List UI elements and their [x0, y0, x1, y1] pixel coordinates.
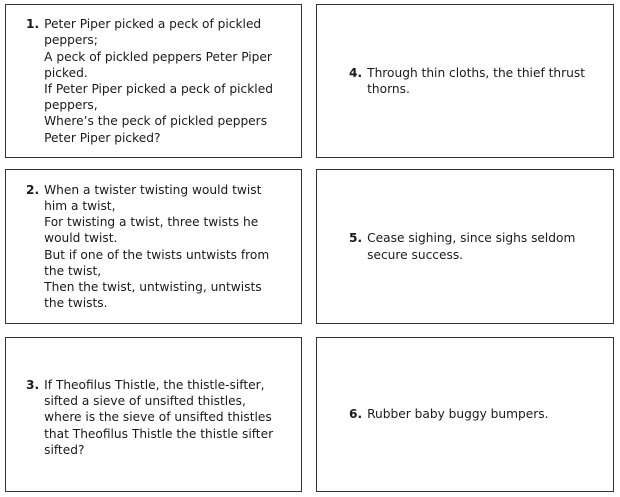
tongue-twister-card-3	[5, 337, 302, 492]
card-content	[6, 16, 301, 146]
card-text	[367, 406, 595, 422]
text-line: For twisting a twist, three twists he would twist.	[44, 215, 259, 246]
text-line: If Peter Piper picked a peck of pickled peppers,	[44, 82, 273, 113]
text-line: Cease sighing, since sighs seldom secure success.	[367, 231, 576, 262]
text-line: Peter Piper picked a peck of pickled peppers;	[44, 17, 262, 48]
text-line: where is the sieve of unsifted thistles that Theofilus Thistle the thistle sifter sifted?	[44, 410, 274, 457]
text-line: Where’s the peck of pickled peppers Peter Piper picked?	[44, 114, 268, 145]
card-content	[317, 65, 613, 97]
text-line: Through thin cloths, the thief thrust thorns.	[367, 65, 585, 96]
card-text	[367, 230, 595, 262]
tongue-twister-card-5	[316, 169, 614, 324]
card-number: 6.	[349, 407, 363, 422]
card-text	[367, 65, 595, 97]
tongue-twister-card-1	[5, 4, 302, 158]
text-line: Then the twist, untwisting, untwists the twists.	[44, 279, 262, 311]
card-content	[6, 182, 301, 312]
card-content	[317, 406, 613, 422]
tongue-twister-card-4	[316, 4, 614, 158]
card-number: 2.	[26, 182, 40, 197]
card-text	[44, 16, 283, 146]
tongue-twister-card-2	[5, 169, 302, 324]
card-text	[44, 182, 283, 312]
card-number: 1.	[26, 17, 40, 32]
card-content	[317, 230, 613, 262]
text-line: But if one of the twists untwists from the twist,	[44, 247, 270, 278]
card-number: 5.	[349, 231, 363, 246]
text-line: If Theofilus Thistle, the thistle-sifter, sifted a sieve of unsifted thistles,	[44, 377, 265, 409]
text-line: When a twister twisting would twist him a twist,	[44, 182, 262, 213]
text-line: A peck of pickled peppers Peter Piper picked.	[44, 49, 272, 80]
text-line: Rubber baby buggy bumpers.	[367, 407, 549, 422]
tongue-twister-card-6	[316, 337, 614, 492]
card-number: 4.	[349, 65, 363, 80]
card-content	[6, 371, 301, 458]
card-number: 3.	[26, 377, 40, 392]
card-text	[44, 377, 283, 458]
